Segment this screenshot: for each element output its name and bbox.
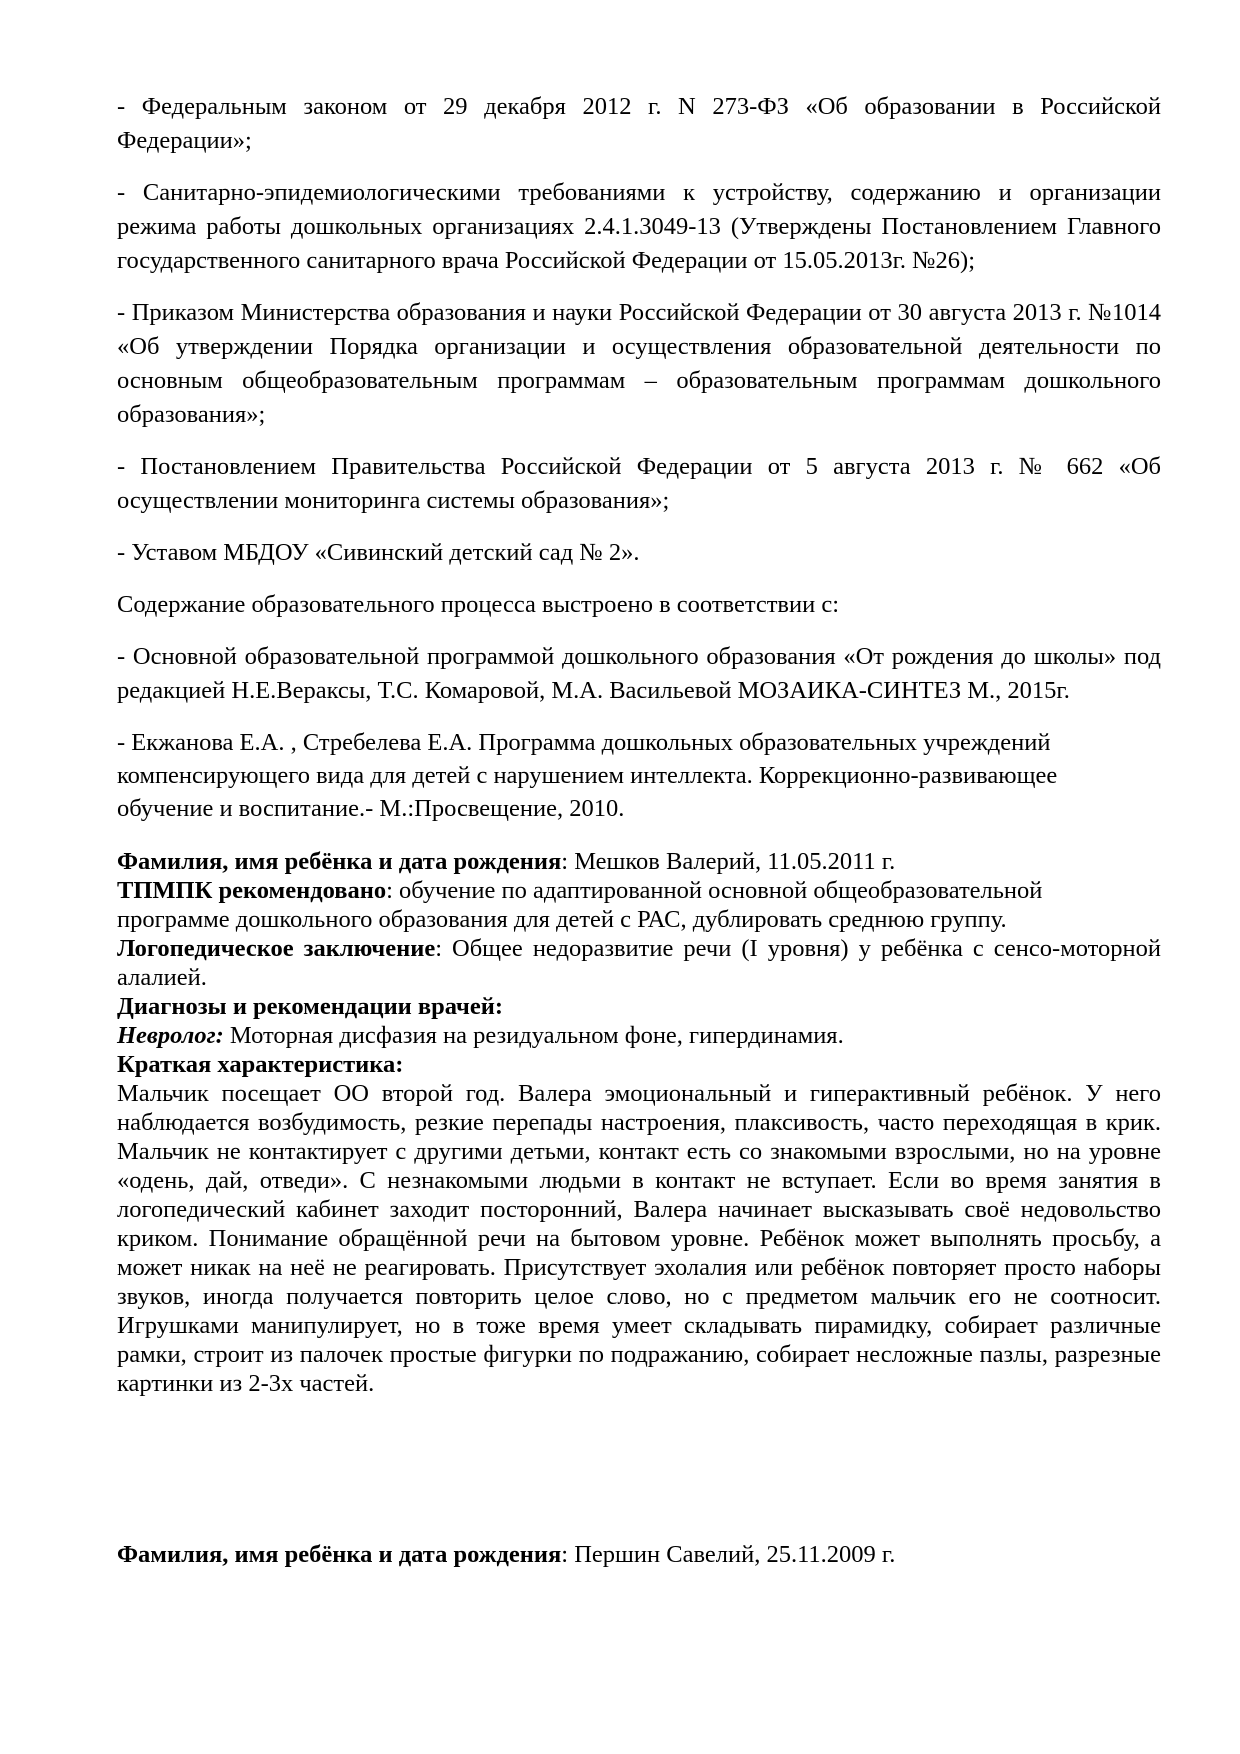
legal-item-federal-law: - Федеральным законом от 29 декабря 2012 г. N 273-ФЗ «Об образовании в Российской Федерации»; bbox=[117, 93, 1161, 154]
neurologist-label: Невролог: bbox=[117, 1022, 224, 1049]
legal-item-government-decree: - Постановлением Правительства Российской Федерации от 5 августа 2013 г. № 662 «Об осуществлении мониторинга системы образования»; bbox=[117, 453, 1161, 514]
speech-therapy-label: Логопедическое заключение bbox=[117, 935, 436, 962]
child-name-row bbox=[117, 847, 1161, 876]
child2-name-label: Фамилия, имя ребёнка и дата рождения bbox=[117, 1541, 562, 1568]
content-intro: Содержание образовательного процесса выстроено в соответствии с: bbox=[117, 591, 840, 618]
child2-name-value: : Першин Савелий, 25.11.2009 г. bbox=[561, 1541, 896, 1568]
characteristic-heading: Краткая характеристика: bbox=[117, 1051, 404, 1078]
speech-therapy-value: : Общее недоразвитие речи (I уровня) у ребёнка с сенсо-моторной алалией. bbox=[117, 935, 1161, 991]
tpmpk-label: ТПМПК рекомендовано bbox=[117, 877, 387, 904]
child-card-2 bbox=[117, 1540, 1161, 1569]
tpmpk-row bbox=[117, 876, 1077, 934]
legal-item-sanpin: - Санитарно-эпидемиологическими требованиями к устройству, содержанию и организации режима работы дошкольных организациях 2.4.1.3049-13 (Утверждены Постановлением Главного государственного санитарного врача Российской Федерации от 15.05.2013г. №26); bbox=[117, 179, 1161, 274]
speech-therapy-row bbox=[117, 934, 1161, 992]
child-name-label: Фамилия, имя ребёнка и дата рождения bbox=[117, 848, 562, 875]
neurologist-row bbox=[117, 1021, 1161, 1050]
legal-item-ministry-order: - Приказом Министерства образования и науки Российской Федерации от 30 августа 2013 г. №1014 «Об утверждении Порядка организации и осуществления образовательной деятельности по основным общеобразовательным программам – образовательным программам дошкольного образования»; bbox=[117, 299, 1161, 428]
diagnoses-heading: Диагнозы и рекомендации врачей: bbox=[117, 993, 504, 1020]
child-card-1 bbox=[117, 847, 1161, 1398]
child-name-value: : Мешков Валерий, 11.05.2011 г. bbox=[561, 848, 896, 875]
tpmpk-value: : обучение по адаптированной основной общеобразовательной программе дошкольного образования для детей с РАС, дублировать среднюю группу. bbox=[117, 877, 1043, 933]
program-item-correctional: - Екжанова Е.А. , Стребелева Е.А. Программа дошкольных образовательных учреждений компенсирующего вида для детей с нарушением интеллекта. Коррекционно-развивающее обучение и воспитание.- М.:Просвещение, 2010. bbox=[117, 729, 1058, 822]
program-item-main: - Основной образовательной программой дошкольного образования «От рождения до школы» под редакцией Н.Е.Вераксы, Т.С. Комаровой, М.А. Васильевой МОЗАИКА-СИНТЕЗ М., 2015г. bbox=[117, 643, 1161, 704]
characteristic-text: Мальчик посещает ОО второй год. Валера эмоциональный и гиперактивный ребёнок. У него наблюдается возбудимость, резкие перепады настроения, плаксивость, часто переходящая в крик. Мальчик не контактирует с другими детьми, контакт есть со знакомыми взрослыми, но на уровне «одень, дай, отведи». С незнакомыми людьми в контакт не вступает. Если во время занятия в логопедический кабинет заходит посторонний, Валера начинает высказывать своё недовольство криком. Понимание обращённой речи на бытовом уровне. Ребёнок может выполнять просьбу, а может никак на неё не реагировать. Присутствует эхолалия или ребёнок повторяет просто наборы звуков, иногда получается повторить целое слово, но с предметом мальчик его не соотносит. Игрушками манипулирует, но в тоже время умеет складывать пирамидку, собирает различные рамки, строит из палочек простые фигурки по подражанию, собирает несложные пазлы, разрезные картинки из 2-3х частей. bbox=[117, 1080, 1161, 1397]
neurologist-value: Моторная дисфазия на резидуальном фоне, гипердинамия. bbox=[223, 1022, 844, 1049]
legal-item-charter: - Уставом МБДОУ «Сивинский детский сад № 2». bbox=[117, 539, 640, 566]
